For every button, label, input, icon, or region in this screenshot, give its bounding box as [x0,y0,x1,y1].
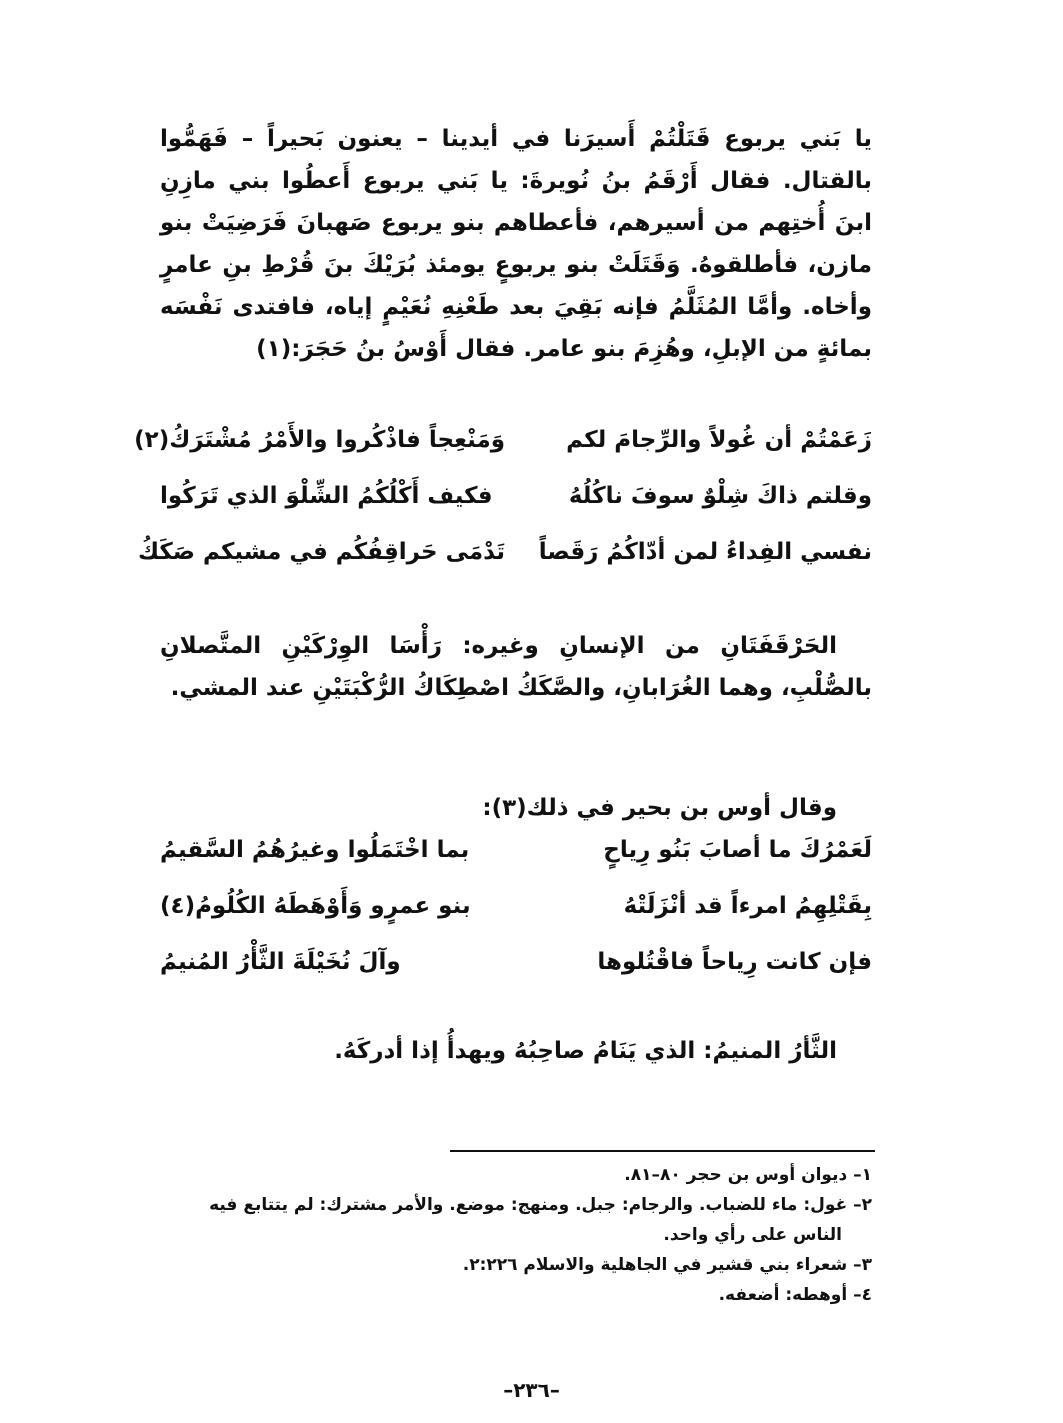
footnote: ٤– أوهطه: أضعفه. [718,1285,872,1305]
poem-2 [160,822,872,990]
verse-second-hemistich: وآلَ نُخَيْلَةَ الثَّأْرُ المُنيمُ [160,949,401,975]
verse-first-hemistich: وقلتم ذاكَ شِلْوٌ سوفَ ناكُلُهُ [568,483,872,509]
paragraph-4: الثَّأرُ المنيمُ: الذي يَنَامُ صاحِبُهُ ويهدأُ إذا أدركَهُ. [334,1038,837,1064]
verse-line [134,412,872,468]
footnote: ٢– غول: ماء للضباب. والرجام: جبل. ومنهج: موضع. والأمر مشترك: لم يتتابع فيه الناس على رأي واحد. [209,1195,872,1245]
verse-second-hemistich: وَمَنْعِجاً فاذْكُروا والأَمْرُ مُشْتَرَكُ(٢) [134,427,505,453]
verse-line [160,822,872,878]
verse-line [160,468,872,524]
footnote-divider [450,1150,875,1152]
paragraph-2: الحَرْقَفَتَانِ من الإنسانِ وغيره: رَأْسَا الوِرْكَيْنِ المتَّصلانِ بالصُّلْبِ، وهما الغُرَابانِ، والصَّكَكُ اصْطِكَاكُ الرُّكْبَتَيْنِ عند المشي. [160,633,872,701]
verse-second-hemistich: بما اخْتَمَلُوا وغيرُهُمُ السَّقيمُ [160,837,470,863]
verse-first-hemistich: فإن كانت رِياحاً فاقْتُلوها [597,949,872,975]
poem-1 [134,412,872,580]
verse-first-hemistich: لَعَمْرُكَ ما أصابَ بَنُو رِياحٍ [603,837,872,863]
footnotes [160,1160,872,1310]
verse-line [160,878,872,934]
verse-first-hemistich: بِقَتْلِهِمُ امرءاً قد أنْزَلَتْهُ [623,893,872,919]
verse-second-hemistich: فكيف أَكْلُكُمُ الشِّلْوَ الذي تَرَكُوا [160,483,493,509]
verse-second-hemistich: بنو عمرٍو وَأَوْهَطَهُ الكُلُومُ(٤) [160,893,471,919]
verse-line [137,524,872,580]
verse-line [160,934,872,990]
footnote: ١– ديوان أوس بن حجر ٨٠–٨١. [624,1165,872,1185]
paragraph-1: يا بَني يربوع قَتَلْتُمْ أَسيرَنا في أيدينا – يعنون بَحيراً – فَهَمُّوا بالقتال. فقال أَرْقَمُ بنُ نُويرةَ: يا بَني يربوع أَعطُوا بني مازِنِ ابنَ أُختِهم من أسيرهم، فأعطاهم بنو يربوع صَهبانَ فَرَضِيَتْ بنو مازن، فأطلقوهُ. وَقَتَلَتْ بنو يربوعٍ يومئذ بُرَيْكَ بنَ قُرْطِ بنِ عامرٍ وأخاه. وأمَّا المُثَلَّمُ فإنه بَقِيَ بعد طَعْنِهِ نُعَيْمٍ إياه، فافتدى نَفْسَه بمائةٍ من الإبلِ، وهُزِمَ بنو عامر. فقال أَوْسُ بنُ حَجَرَ:(١) [160,126,872,362]
verse-first-hemistich: زَعَمْتُمْ أن غُولاً والرِّجامَ لكم [566,427,872,453]
verse-second-hemistich: تَدْمَى حَراقِفُكُم في مشيكم صَكَكُ [137,539,505,565]
page-number: –٢٣٦– [503,1378,560,1402]
paragraph-3: وقال أوس بن بحير في ذلك(٣): [482,795,837,821]
footnote: ٣– شعراء بني قشير في الجاهلية والاسلام ٢:٢٢٦. [462,1255,872,1275]
verse-first-hemistich: نفسي الفِداءُ لمن أدّاكُمُ رَقَصاً [538,539,872,565]
